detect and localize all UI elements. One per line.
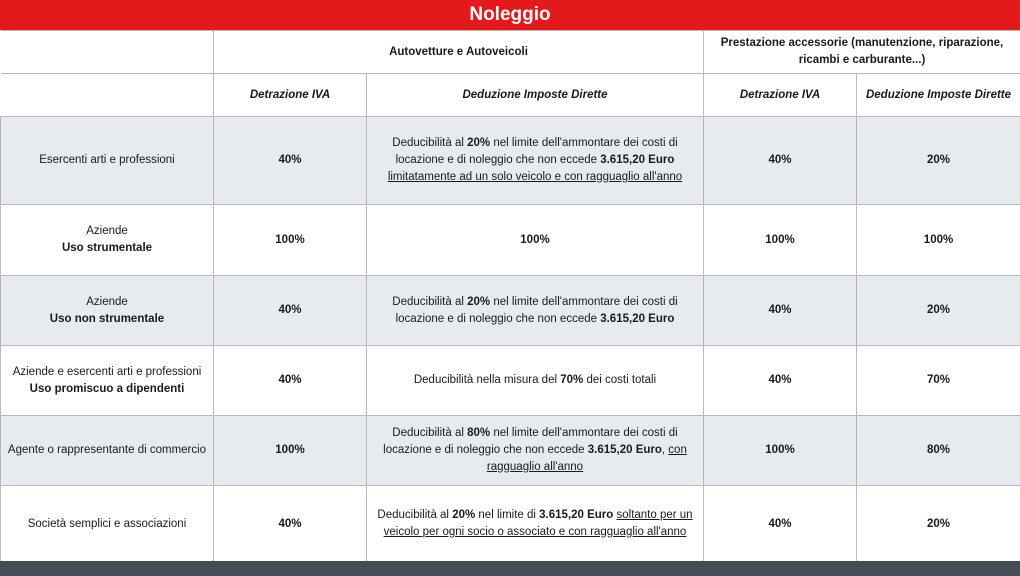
description-segment: con ragguaglio all'anno bbox=[486, 444, 687, 473]
header-detrazione-iva-1: Detrazione IVA bbox=[214, 74, 367, 117]
cell-deduzione-imposte-2: 70% bbox=[857, 346, 1020, 416]
description-segment: 100% bbox=[520, 233, 550, 246]
description-segment: Deducibilità al bbox=[392, 295, 468, 308]
header-empty-cell bbox=[1, 31, 214, 74]
description-segment: 3.615,20 Euro bbox=[587, 444, 662, 457]
category-label: Aziende e esercenti arti e professioni bbox=[12, 365, 202, 378]
table-row bbox=[1, 346, 1020, 416]
cell-detrazione-iva-2: 100% bbox=[704, 205, 857, 276]
header-group-autovetture: Autovetture e Autoveicoli bbox=[214, 31, 704, 74]
description-segment: nel limite dell'ammontare dei costi di locazione e di noleggio che non eccede bbox=[383, 427, 678, 457]
row-category bbox=[1, 276, 214, 346]
category-label: Esercenti arti e professioni bbox=[39, 154, 175, 167]
cell-deduzione-imposte-2: 20% bbox=[857, 117, 1020, 205]
row-category bbox=[1, 117, 214, 205]
cell-detrazione-iva-1: 40% bbox=[214, 276, 367, 346]
description-segment: 3.615,20 Euro bbox=[539, 509, 614, 522]
header-deduzione-imposte-1: Deduzione Imposte Dirette bbox=[367, 74, 704, 117]
row-category bbox=[1, 346, 214, 416]
category-sublabel: Uso strumentale bbox=[61, 242, 153, 254]
description-segment: 20% bbox=[467, 295, 491, 308]
header-detrazione-iva-2: Detrazione IVA bbox=[704, 74, 857, 117]
description-segment: Deducibilità al bbox=[377, 509, 453, 522]
header-row-columns bbox=[1, 74, 1020, 117]
description-segment: 3.615,20 Euro bbox=[600, 312, 675, 325]
cell-deduzione-imposte-2: 20% bbox=[857, 486, 1020, 563]
cell-detrazione-iva-2: 100% bbox=[704, 416, 857, 486]
cell-detrazione-iva-1: 40% bbox=[214, 117, 367, 205]
cell-detrazione-iva-2: 40% bbox=[704, 276, 857, 346]
category-label: Aziende bbox=[86, 295, 128, 308]
description-segment: 20% bbox=[452, 509, 476, 522]
cell-deduzione-description bbox=[367, 416, 704, 486]
table-row bbox=[1, 205, 1020, 276]
table-row bbox=[1, 276, 1020, 346]
header-group-prestazioni: Prestazione accessorie (manutenzione, riparazione, ricambi e carburante...) bbox=[704, 31, 1020, 74]
table-row bbox=[1, 416, 1020, 486]
cell-deduzione-imposte-2: 20% bbox=[857, 276, 1020, 346]
rental-deduction-table bbox=[0, 30, 1020, 563]
category-sublabel: Uso promiscuo a dipendenti bbox=[29, 382, 185, 395]
description-segment: nel limite dell'ammontare dei costi di locazione e di noleggio che non eccede bbox=[395, 137, 678, 167]
description-segment: Deducibilità nella misura del bbox=[413, 374, 561, 387]
cell-detrazione-iva-2: 40% bbox=[704, 486, 857, 563]
row-category bbox=[1, 416, 214, 486]
table-row bbox=[1, 117, 1020, 205]
page-title: Noleggio bbox=[0, 0, 1020, 30]
table-row bbox=[1, 486, 1020, 563]
description-segment: limitatamente ad un solo veicolo e con ragguaglio all'anno bbox=[387, 170, 683, 183]
header-deduzione-imposte-2: Deduzione Imposte Dirette bbox=[857, 74, 1020, 117]
cell-deduzione-description bbox=[367, 276, 704, 346]
description-segment: 20% bbox=[467, 137, 491, 150]
description-segment: nel limite dell'ammontare dei costi di locazione e di noleggio che non eccede bbox=[395, 295, 678, 325]
description-segment: 70% bbox=[560, 374, 584, 387]
description-segment: dei costi totali bbox=[583, 374, 657, 387]
description-segment: soltanto per un veicolo per ogni socio o associato e con ragguaglio all'anno bbox=[383, 509, 693, 538]
category-sublabel: Uso non strumentale bbox=[49, 312, 165, 325]
row-category bbox=[1, 486, 214, 563]
cell-detrazione-iva-2: 40% bbox=[704, 346, 857, 416]
cell-detrazione-iva-1: 40% bbox=[214, 346, 367, 416]
cell-deduzione-imposte-2: 100% bbox=[857, 205, 1020, 276]
description-segment: , bbox=[661, 444, 669, 457]
cell-deduzione-description bbox=[367, 486, 704, 563]
cell-deduzione-description bbox=[367, 346, 704, 416]
header-empty-cell bbox=[1, 74, 214, 117]
description-segment: 3.615,20 Euro bbox=[600, 154, 675, 167]
description-segment: Deducibilità al bbox=[392, 137, 468, 150]
description-segment: Deducibilità al bbox=[392, 427, 468, 440]
cell-deduzione-imposte-2: 80% bbox=[857, 416, 1020, 486]
cell-detrazione-iva-1: 100% bbox=[214, 416, 367, 486]
category-label: Aziende bbox=[86, 225, 128, 238]
row-category bbox=[1, 205, 214, 276]
description-segment: nel limite di bbox=[475, 509, 540, 522]
header-row-groups bbox=[1, 31, 1020, 74]
cell-deduzione-description bbox=[367, 205, 704, 276]
cell-deduzione-description bbox=[367, 117, 704, 205]
footer-bar bbox=[0, 561, 1020, 576]
category-label: Agente o rappresentante di commercio bbox=[7, 444, 207, 457]
description-segment: 80% bbox=[467, 427, 491, 440]
cell-detrazione-iva-1: 40% bbox=[214, 486, 367, 563]
cell-detrazione-iva-2: 40% bbox=[704, 117, 857, 205]
category-label: Società semplici e associazioni bbox=[27, 517, 187, 530]
cell-detrazione-iva-1: 100% bbox=[214, 205, 367, 276]
